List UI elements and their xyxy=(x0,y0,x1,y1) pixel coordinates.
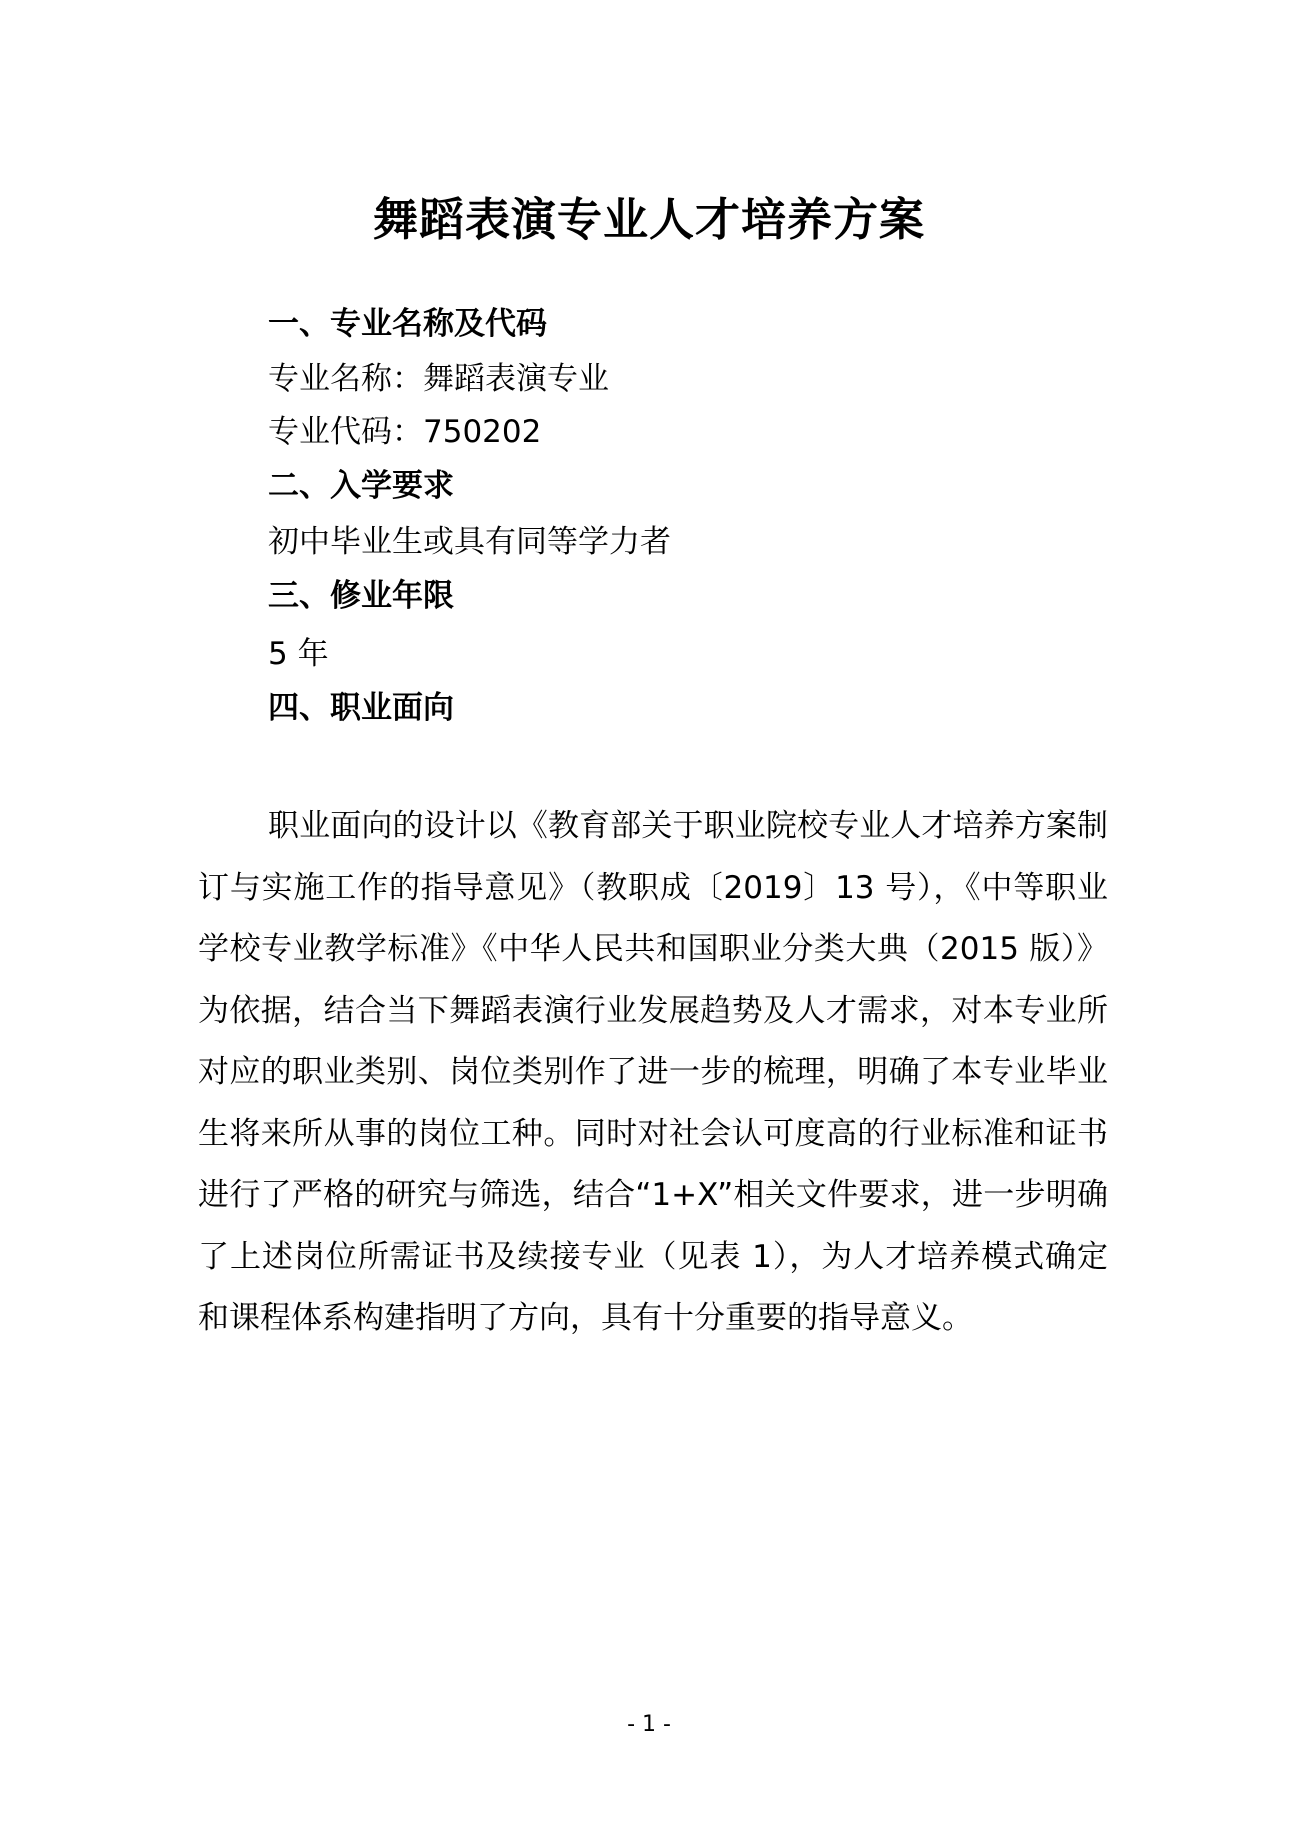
major-code-line: 专业代码：750202 xyxy=(268,414,542,450)
section-heading-2: 二、入学要求 xyxy=(268,468,454,504)
document-title: 舞蹈表演专业人才培养方案 xyxy=(372,193,925,246)
career-orientation-paragraph: 职业面向的设计以《教育部关于职业院校专业人才培养方案制订与实施工作的指导意见》（教职成〔2019〕13 号），《中等职业学校专业教学标准》《中华人民共和国职业分类大典（2015 版）》为依据，结合当下舞蹈表演行业发展趋势及人才需求，对本专业所对应的职业类别、岗位类别作了进一步的梳理，明确了本专业毕业生将来所从事的岗位工种。同时对社会认可度高的行业标准和证书进行了严格的研究与筛选，结合“1+X”相关文件要求，进一步明确了上述岗位所需证书及续接专业（见表 1），为人才培养模式确定和课程体系构建指明了方向，具有十分重要的指导意义。 xyxy=(198,808,1108,1336)
section-heading-1: 一、专业名称及代码 xyxy=(268,306,547,342)
study-duration: 5 年 xyxy=(268,636,329,672)
major-name-line: 专业名称：舞蹈表演专业 xyxy=(268,361,609,397)
section-heading-3: 三、修业年限 xyxy=(268,578,454,614)
page-number: - 1 - xyxy=(627,1712,671,1737)
section-heading-4: 四、职业面向 xyxy=(268,690,454,726)
admission-requirement: 初中毕业生或具有同等学力者 xyxy=(268,524,671,560)
